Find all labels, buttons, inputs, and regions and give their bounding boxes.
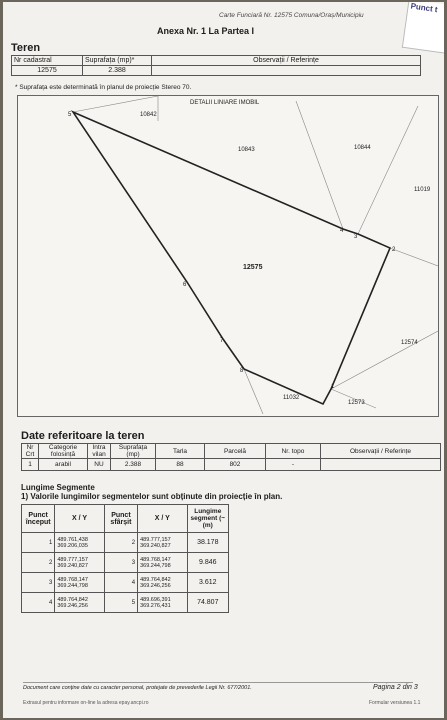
cell-start: 4 bbox=[22, 593, 55, 613]
point-label: 8 bbox=[240, 368, 244, 374]
cell-length: 74.807 bbox=[187, 593, 228, 613]
plan-frame bbox=[17, 95, 439, 417]
cell-end: 2 bbox=[104, 533, 137, 553]
cell-start-xy: 489.768,147 369.244,798 bbox=[55, 573, 104, 593]
cell-end: 3 bbox=[104, 553, 137, 573]
plan-drawing bbox=[18, 96, 438, 416]
footer-form: Formular versiunea 1.1 bbox=[369, 700, 421, 706]
table-row bbox=[22, 533, 229, 553]
col-lungime: Lungime segment (~ (m) bbox=[187, 505, 228, 533]
neighbour-line bbox=[296, 101, 343, 229]
cell-observatii bbox=[152, 66, 421, 76]
cell-end: 5 bbox=[104, 593, 137, 613]
col-xy-end: X / Y bbox=[138, 505, 187, 533]
parcel-label: 10844 bbox=[354, 145, 371, 151]
col-categorie: Categorie folosință bbox=[39, 444, 88, 459]
parcel-label: 10842 bbox=[140, 112, 157, 118]
cell-nr-crt: 1 bbox=[22, 459, 39, 471]
cell-start: 1 bbox=[22, 533, 55, 553]
cell-length: 38.178 bbox=[187, 533, 228, 553]
col-intravilan: Intra vilan bbox=[88, 444, 111, 459]
point-label: 3 bbox=[354, 234, 358, 240]
carte-funciara-label: Carte Funciară Nr. 12575 Comuna/Oraș/Municipiu bbox=[219, 12, 364, 19]
col-xy-start: X / Y bbox=[55, 505, 104, 533]
cell-end: 4 bbox=[104, 573, 137, 593]
col-punct-inceput: Punct început bbox=[22, 505, 55, 533]
segmente-subtitle: 1) Valorile lungimilor segmentelor sunt obținute din proiecție în plan. bbox=[21, 492, 283, 501]
cell-end-xy: 489.764,842 369.246,256 bbox=[138, 573, 187, 593]
point-label: 2 bbox=[392, 247, 396, 253]
table-row bbox=[22, 553, 229, 573]
cell-observatii bbox=[321, 459, 441, 471]
col-tarla: Tarla bbox=[156, 444, 205, 459]
date-teren-table bbox=[21, 443, 441, 471]
parcel-label: 12573 bbox=[348, 400, 365, 406]
col-suprafata: Suprafața (mp)* bbox=[83, 56, 152, 66]
neighbour-line bbox=[390, 248, 438, 266]
point-label: 1 bbox=[331, 384, 335, 390]
neighbour-line bbox=[358, 106, 418, 234]
table-row bbox=[22, 573, 229, 593]
point-label: 7 bbox=[220, 338, 224, 344]
parcel-outline bbox=[73, 112, 390, 404]
cell-nr-topo: - bbox=[266, 459, 321, 471]
col-punct-sfarsit: Punct sfârșit bbox=[104, 505, 137, 533]
footer-generated: Extrasul pentru informare on-line la adresa epay.ancpi.ro bbox=[23, 700, 149, 706]
cell-intravilan: NU bbox=[88, 459, 111, 471]
neighbour-line bbox=[73, 96, 158, 112]
cell-start: 3 bbox=[22, 573, 55, 593]
col-observatii: Observații / Referințe bbox=[152, 56, 421, 66]
plan-title: DETALII LINIARE IMOBIL bbox=[190, 100, 260, 106]
teren-table bbox=[11, 55, 421, 76]
col-nr-topo: Nr. topo bbox=[266, 444, 321, 459]
parcel-label: 11019 bbox=[414, 187, 431, 193]
cell-start: 2 bbox=[22, 553, 55, 573]
cell-length: 9.846 bbox=[187, 553, 228, 573]
parcel-label-main: 12575 bbox=[243, 264, 263, 271]
cell-end-xy: 489.696,391 369.276,431 bbox=[138, 593, 187, 613]
point-label: 4 bbox=[340, 228, 344, 234]
suprafata-note: * Suprafața este determinată în planul de proiecție Stereo 70. bbox=[15, 84, 192, 91]
parcel-label: 12574 bbox=[401, 340, 418, 346]
point-label: 5 bbox=[68, 112, 72, 118]
cell-length: 3.612 bbox=[187, 573, 228, 593]
col-nr-crt: Nr Crt bbox=[22, 444, 39, 459]
cell-end-xy: 489.768,147 369.244,798 bbox=[138, 553, 187, 573]
cell-tarla: 88 bbox=[156, 459, 205, 471]
segmente-title: Lungime Segmente bbox=[21, 483, 95, 492]
footer-legal: Document care conține date cu caracter personal, protejate de prevederile Legii Nr. 677/2001. bbox=[23, 685, 252, 691]
cell-suprafata: 2.388 bbox=[83, 66, 152, 76]
cell-start-xy: 489.764,842 369.246,256 bbox=[55, 593, 104, 613]
anexa-title: Anexa Nr. 1 La Partea I bbox=[157, 26, 255, 36]
point-label: 6 bbox=[183, 282, 187, 288]
cell-start-xy: 489.777,157 369.240,827 bbox=[55, 553, 104, 573]
parcel-label: 10843 bbox=[238, 147, 255, 153]
document-page bbox=[3, 2, 444, 718]
footer-divider bbox=[23, 682, 413, 683]
footer-page: Pagina 2 din 3 bbox=[373, 684, 418, 691]
col-observatii: Observații / Referințe bbox=[321, 444, 441, 459]
cell-end-xy: 489.777,157 369.240,827 bbox=[138, 533, 187, 553]
col-suprafata: Suprafața (mp) bbox=[111, 444, 156, 459]
parcel-label: 11032 bbox=[283, 395, 300, 401]
cell-start-xy: 489.761,438 369.206,035 bbox=[55, 533, 104, 553]
date-teren-title: Date referitoare la teren bbox=[21, 430, 145, 442]
cell-categorie: arabil bbox=[39, 459, 88, 471]
segmente-table bbox=[21, 504, 229, 613]
col-nr-cadastral: Nr cadastral bbox=[12, 56, 83, 66]
cell-suprafata: 2.388 bbox=[111, 459, 156, 471]
stamp: Punct t bbox=[402, 2, 444, 54]
table-row bbox=[22, 593, 229, 613]
cell-parcela: 802 bbox=[205, 459, 266, 471]
teren-section-title: Teren bbox=[11, 42, 41, 54]
neighbour-line bbox=[331, 331, 438, 389]
col-parcela: Parcelă bbox=[205, 444, 266, 459]
cell-nr-cadastral: 12575 bbox=[12, 66, 83, 76]
